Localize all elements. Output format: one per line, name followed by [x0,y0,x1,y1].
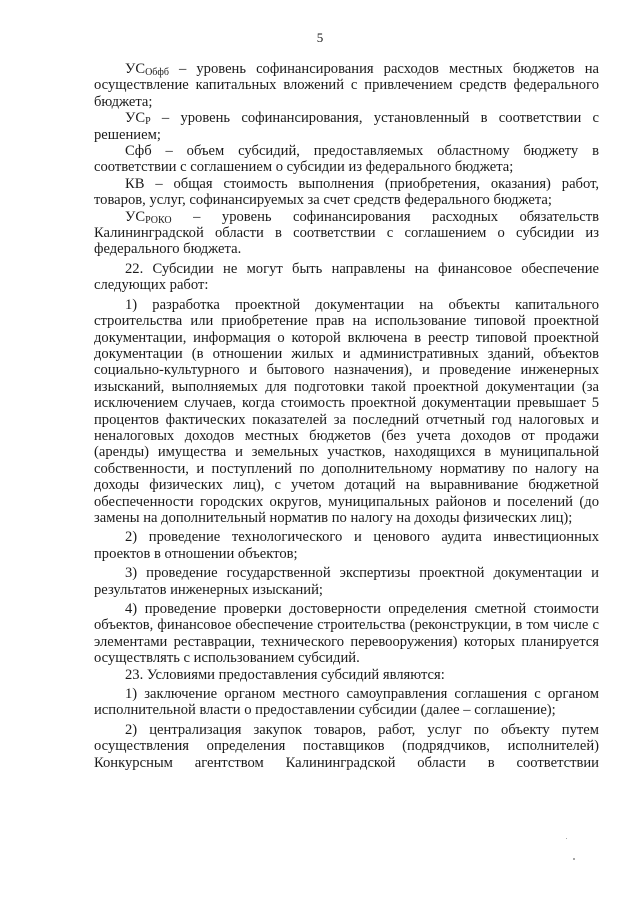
definition-item [94,143,599,176]
definition-symbol: УС [125,110,146,127]
scan-speck [573,858,575,860]
document-body [94,61,599,771]
definition-subscript: Обфб [145,67,169,78]
section-23-intro: 23. Условиями предоставления субсидий являются: [125,666,445,683]
section-22-item: 2) проведение технологического и ценового аудита инвестиционных проектов в отношении объектов; [94,529,599,562]
definition-item [94,61,599,110]
definition-subscript: Р [145,116,151,128]
definition-item [94,110,599,143]
definition-symbol: УС [125,208,146,225]
definition-text: – уровень софинансирования, установленный в соответствии с решением; [94,110,599,143]
section-22-intro: 22. Субсидии не могут быть направлены на финансовое обеспечение следующих работ: [94,260,599,294]
definition-text: – уровень софинансирования расходных обязательств Калининградской области в соответствии с соглашением о субсидии из федерального бюджета. [94,208,599,258]
section-22-item: 1) разработка проектной документации на объекты капитального строительства или приобретение прав на использование типовой проектной документации, информация о которой включена в реестр типовой проектной документации (в отношении жилых и административных зданий, объектов социально-культурного и бытового назначения), и проведение инженерных изысканий, выполняемых для подготовки такой проектной документации (за исключением случаев, когда стоимость проектной документации превышает 5 процентов фактических показателей за последний отчетный год налоговых и неналоговых доходов местных бюджетов (без учета доходов от продажи (аренды) имущества и земельных участков, находящихся в муниципальной собственности, и поступлений по дополнительному нормативу по налогу на доходы физических лиц), с учетом дотаций на выравнивание бюджетной обеспеченности городских округов, муниципальных районов и поселений (до замены на дополнительный норматив по налогу на доходы физических лиц); [94,296,599,526]
definition-item [94,176,599,209]
section-22-item: 4) проведение проверки достоверности определения сметной стоимости объектов, финансовое обеспечение строительства (реконструкции, в том числе с элементами реставрации, технического перевооружения) которых планируется осуществлять с использованием субсидий. [94,601,599,667]
page-number: 5 [316,30,324,45]
scan-speck [566,838,567,839]
definition-symbol: Сфб [125,143,152,160]
definition-subscript: РОКО [145,214,172,226]
section-22-item: 3) проведение государственной экспертизы проектной документации и результатов инженерных изысканий; [94,565,599,598]
definition-text: – уровень софинансирования расходов местных бюджетов на осуществление капитальных вложений с привлечением средств федерального бюджета; [94,61,599,110]
section-23-item: 1) заключение органом местного самоуправления соглашения с органом исполнительной власти о предоставлении субсидии (далее – соглашение); [94,686,599,719]
definition-text: – общая стоимость выполнения (приобретения, оказания) работ, товаров, услуг, софинансируемых за счет средств федерального бюджета; [94,175,599,209]
definition-symbol: КВ [125,175,145,192]
definition-symbol: УС [125,61,146,77]
section-23-item: 2) централизация закупок товаров, работ, услуг по объекту путем осуществления определения поставщиков (подрядчиков, исполнителей) Конкурсным агентством Калининградской области в соответствии [94,721,599,771]
definition-text: – объем субсидий, предоставляемых областному бюджету в соответствии с соглашением о субсидии из федерального бюджета; [94,143,599,176]
definition-item [94,209,599,258]
